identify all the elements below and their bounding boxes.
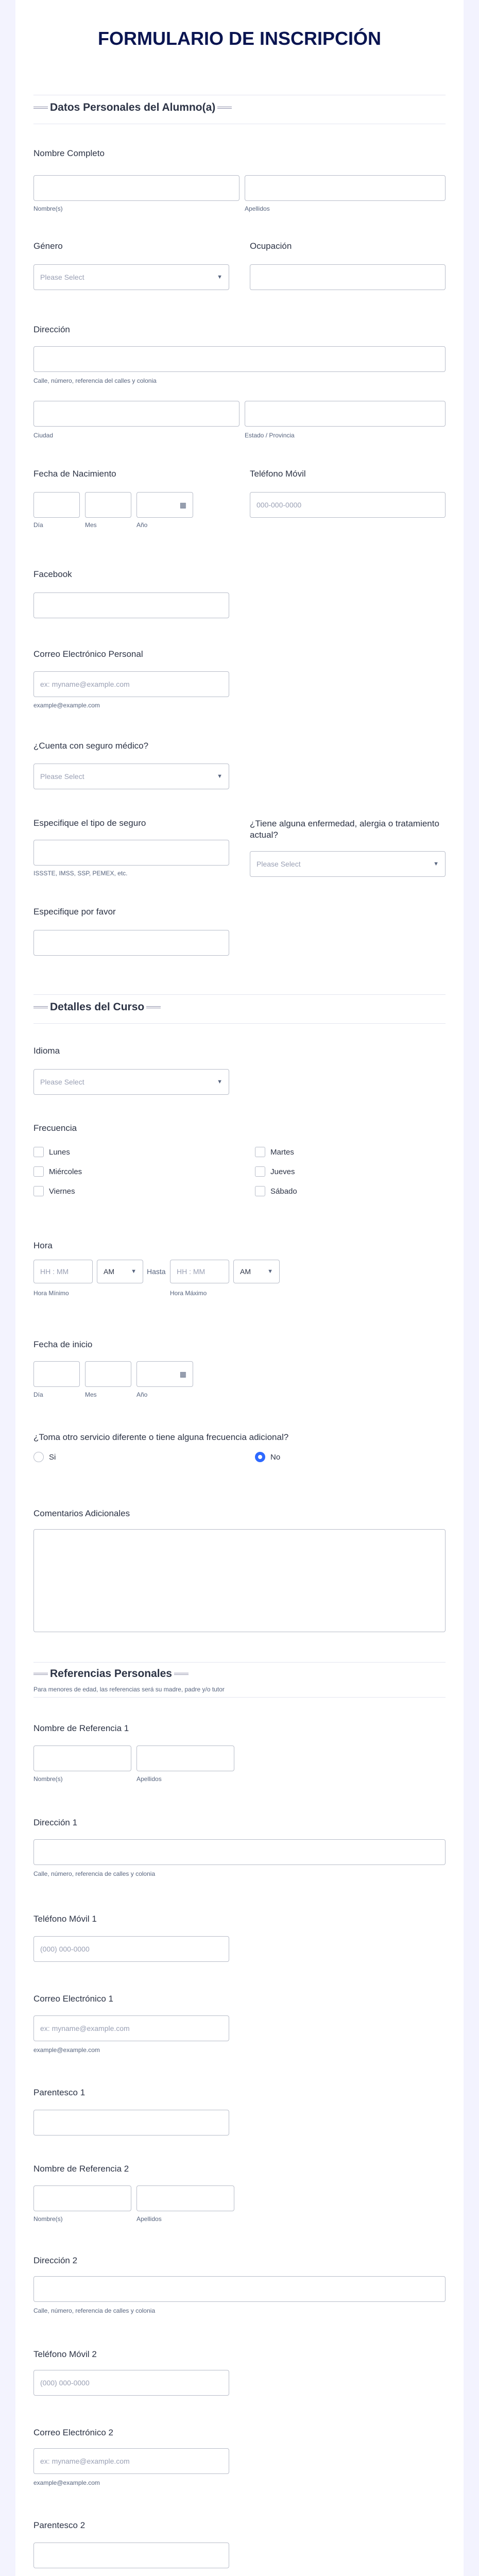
ocupacion-label: Ocupación (250, 241, 292, 251)
especifique-label: Especifique por favor (33, 907, 116, 917)
checkbox-jueves[interactable] (255, 1166, 295, 1177)
email1-label: Correo Electrónico 1 (33, 1994, 113, 2004)
hora-max-sublabel: Hora Máximo (170, 1290, 207, 1297)
ano-sublabel: Año (136, 1391, 148, 1398)
email-placeholder: ex: myname@example.com (40, 2024, 130, 2032)
ref1-first-sublabel: Nombre(s) (33, 1775, 63, 1783)
email-placeholder: ex: myname@example.com (40, 680, 130, 688)
inicio-year-input[interactable] (136, 1361, 193, 1387)
email-sublabel: example@example.com (33, 702, 100, 709)
calendar-icon[interactable]: ▦ (179, 500, 186, 509)
genero-select[interactable] (33, 264, 229, 290)
divider (33, 1023, 446, 1024)
dir1-label: Dirección 1 (33, 1818, 78, 1827)
mes-sublabel: Mes (85, 521, 97, 529)
dia-sublabel: Día (33, 521, 43, 529)
tel1-label: Teléfono Móvil 1 (33, 1914, 97, 1924)
first-name-sublabel: Nombre(s) (33, 205, 63, 212)
ref2-first-sublabel: Nombre(s) (33, 2215, 63, 2223)
ampm-value: AM (104, 1267, 114, 1276)
tel-label: Teléfono Móvil (250, 469, 306, 479)
divider (33, 1662, 446, 1663)
form-card (15, 0, 464, 2576)
idioma-select[interactable] (33, 1069, 229, 1095)
email-input[interactable] (33, 671, 229, 697)
section-header-referencias (33, 1668, 189, 1680)
radio-si[interactable] (33, 1452, 56, 1462)
fnac-day-input[interactable] (33, 492, 80, 518)
last-name-input[interactable] (245, 175, 446, 201)
calendar-icon[interactable]: ▦ (179, 1369, 186, 1378)
comentarios-textarea[interactable] (33, 1529, 446, 1632)
checkbox-box[interactable] (255, 1147, 265, 1157)
dir2-input[interactable] (33, 2276, 446, 2302)
tipo-seguro-sublabel: ISSSTE, IMSS, SSP, PEMEX, etc. (33, 870, 128, 877)
chevron-down-icon: ▼ (217, 274, 223, 280)
section-title: Referencias Personales (50, 1668, 172, 1680)
checkbox-label: Sábado (270, 1187, 297, 1196)
hora-label: Hora (33, 1241, 53, 1250)
genero-label: Género (33, 241, 63, 251)
email2-sublabel: example@example.com (33, 2479, 100, 2486)
checkbox-viernes[interactable] (33, 1186, 75, 1196)
email-placeholder: ex: myname@example.com (40, 2457, 130, 2465)
par1-input[interactable] (33, 2110, 229, 2136)
radio-label: Si (49, 1452, 56, 1462)
tel1-input[interactable] (33, 1936, 229, 1962)
idioma-placeholder: Please Select (40, 1078, 84, 1086)
ano-sublabel: Año (136, 521, 148, 529)
radio-circle[interactable] (33, 1452, 44, 1462)
hora-max-ampm-select[interactable] (233, 1260, 280, 1283)
section-title: Datos Personales del Alumno(a) (50, 101, 216, 113)
fnac-year-input[interactable] (136, 492, 193, 518)
checkbox-label: Martes (270, 1147, 294, 1157)
comentarios-label: Comentarios Adicionales (33, 1509, 130, 1518)
section-header-personal (33, 101, 232, 114)
ciudad-sublabel: Ciudad (33, 432, 54, 439)
hora-min-ampm-select[interactable] (97, 1260, 143, 1283)
chevron-down-icon: ▼ (267, 1268, 273, 1275)
checkbox-label: Jueves (270, 1167, 295, 1176)
facebook-label: Facebook (33, 569, 72, 579)
seguro-label: ¿Cuenta con seguro médico? (33, 741, 149, 751)
especifique-input[interactable] (33, 930, 229, 956)
ref2-last-name-input[interactable] (136, 2185, 234, 2211)
checkbox-martes[interactable] (255, 1147, 294, 1157)
dia-sublabel: Día (33, 1391, 43, 1398)
divider (33, 1697, 446, 1698)
checkbox-box[interactable] (33, 1166, 44, 1177)
checkbox-box[interactable] (33, 1186, 44, 1196)
checkbox-box[interactable] (33, 1147, 44, 1157)
hora-min-input[interactable] (33, 1260, 93, 1283)
radio-label: No (270, 1452, 281, 1462)
ocupacion-input[interactable] (250, 264, 446, 290)
divider (33, 994, 446, 995)
last-name-sublabel: Apellidos (245, 205, 270, 212)
checkbox-label: Miércoles (49, 1167, 82, 1176)
par2-input[interactable] (33, 2543, 229, 2568)
ampm-value: AM (240, 1267, 251, 1276)
radio-circle-selected[interactable] (255, 1452, 265, 1462)
par1-label: Parentesco 1 (33, 2088, 85, 2097)
par2-label: Parentesco 2 (33, 2520, 85, 2530)
genero-placeholder: Please Select (40, 273, 84, 281)
checkbox-sabado[interactable] (255, 1186, 297, 1196)
enfermedad-placeholder: Please Select (256, 860, 301, 868)
tel-placeholder: (000) 000-0000 (40, 1945, 90, 1953)
ref1-last-name-input[interactable] (136, 1745, 234, 1771)
inicio-month-input[interactable] (85, 1361, 131, 1387)
email2-label: Correo Electrónico 2 (33, 2428, 113, 2437)
email1-input[interactable] (33, 2015, 229, 2041)
hora-placeholder: HH : MM (40, 1267, 69, 1276)
estado-sublabel: Estado / Provincia (245, 432, 295, 439)
hora-min-sublabel: Hora Mínimo (33, 1290, 69, 1297)
checkbox-box[interactable] (255, 1186, 265, 1196)
section-header-curso (33, 1001, 161, 1013)
direccion-sublabel: Calle, número, referencia del calles y colonia (33, 377, 157, 384)
ref2-last-sublabel: Apellidos (136, 2215, 162, 2223)
hasta-text: Hasta (147, 1267, 166, 1276)
ref2-first-name-input[interactable] (33, 2185, 131, 2211)
checkbox-lunes[interactable] (33, 1147, 70, 1157)
section-subtitle: Para menores de edad, las referencias será su madre, padre y/o tutor (33, 1686, 225, 1693)
tel-placeholder: 000-000-0000 (256, 501, 302, 509)
ref1-last-sublabel: Apellidos (136, 1775, 162, 1783)
checkbox-label: Lunes (49, 1147, 70, 1157)
tel-input[interactable] (250, 492, 446, 518)
inicio-day-input[interactable] (33, 1361, 80, 1387)
dir2-label: Dirección 2 (33, 2256, 78, 2265)
chevron-down-icon: ▼ (433, 861, 439, 867)
ref1-first-name-input[interactable] (33, 1745, 131, 1771)
facebook-input[interactable] (33, 592, 229, 618)
idioma-label: Idioma (33, 1046, 60, 1056)
email-label: Correo Electrónico Personal (33, 649, 143, 659)
tipo-seguro-label: Especifique el tipo de seguro (33, 818, 146, 828)
enfermedad-select[interactable] (250, 851, 446, 877)
first-name-input[interactable] (33, 175, 239, 201)
inicio-label: Fecha de inicio (33, 1340, 93, 1349)
fnac-label: Fecha de Nacimiento (33, 469, 116, 479)
enfermedad-label: ¿Tiene alguna enfermedad, alergia o tratamiento actual? (250, 819, 439, 840)
chevron-down-icon: ▼ (217, 1079, 223, 1085)
seguro-placeholder: Please Select (40, 772, 84, 781)
tel2-label: Teléfono Móvil 2 (33, 2349, 97, 2359)
direccion-input[interactable] (33, 346, 446, 372)
checkbox-box[interactable] (255, 1166, 265, 1177)
email1-sublabel: example@example.com (33, 2046, 100, 2054)
ciudad-input[interactable] (33, 401, 239, 427)
dir1-sublabel: Calle, número, referencia de calles y colonia (33, 1870, 156, 1877)
chevron-down-icon: ▼ (217, 773, 223, 779)
hora-placeholder: HH : MM (177, 1267, 206, 1276)
tipo-seguro-input[interactable] (33, 840, 229, 866)
direccion-label: Dirección (33, 325, 70, 334)
dir1-input[interactable] (33, 1839, 446, 1865)
frecuencia-label: Frecuencia (33, 1123, 77, 1133)
tel-placeholder: (000) 000-0000 (40, 2379, 90, 2387)
dir2-sublabel: Calle, número, referencia de calles y colonia (33, 2307, 156, 2314)
chevron-down-icon: ▼ (131, 1268, 136, 1275)
ref1-nombre-label: Nombre de Referencia 1 (33, 1723, 129, 1733)
hora-max-input[interactable] (170, 1260, 229, 1283)
checkbox-miercoles[interactable] (33, 1166, 82, 1177)
nombre-label: Nombre Completo (33, 148, 105, 158)
mes-sublabel: Mes (85, 1391, 97, 1398)
form-title: FORMULARIO DE INSCRIPCIÓN (97, 28, 381, 49)
seguro-select[interactable] (33, 764, 229, 789)
section-title: Detalles del Curso (50, 1001, 145, 1013)
email2-input[interactable] (33, 2448, 229, 2474)
ref2-nombre-label: Nombre de Referencia 2 (33, 2164, 129, 2174)
fnac-month-input[interactable] (85, 492, 131, 518)
otro-servicio-label: ¿Toma otro servicio diferente o tiene alguna frecuencia adicional? (33, 1432, 289, 1442)
estado-input[interactable] (245, 401, 446, 427)
radio-no[interactable] (255, 1452, 280, 1462)
tel2-input[interactable] (33, 2370, 229, 2396)
checkbox-label: Viernes (49, 1187, 75, 1196)
